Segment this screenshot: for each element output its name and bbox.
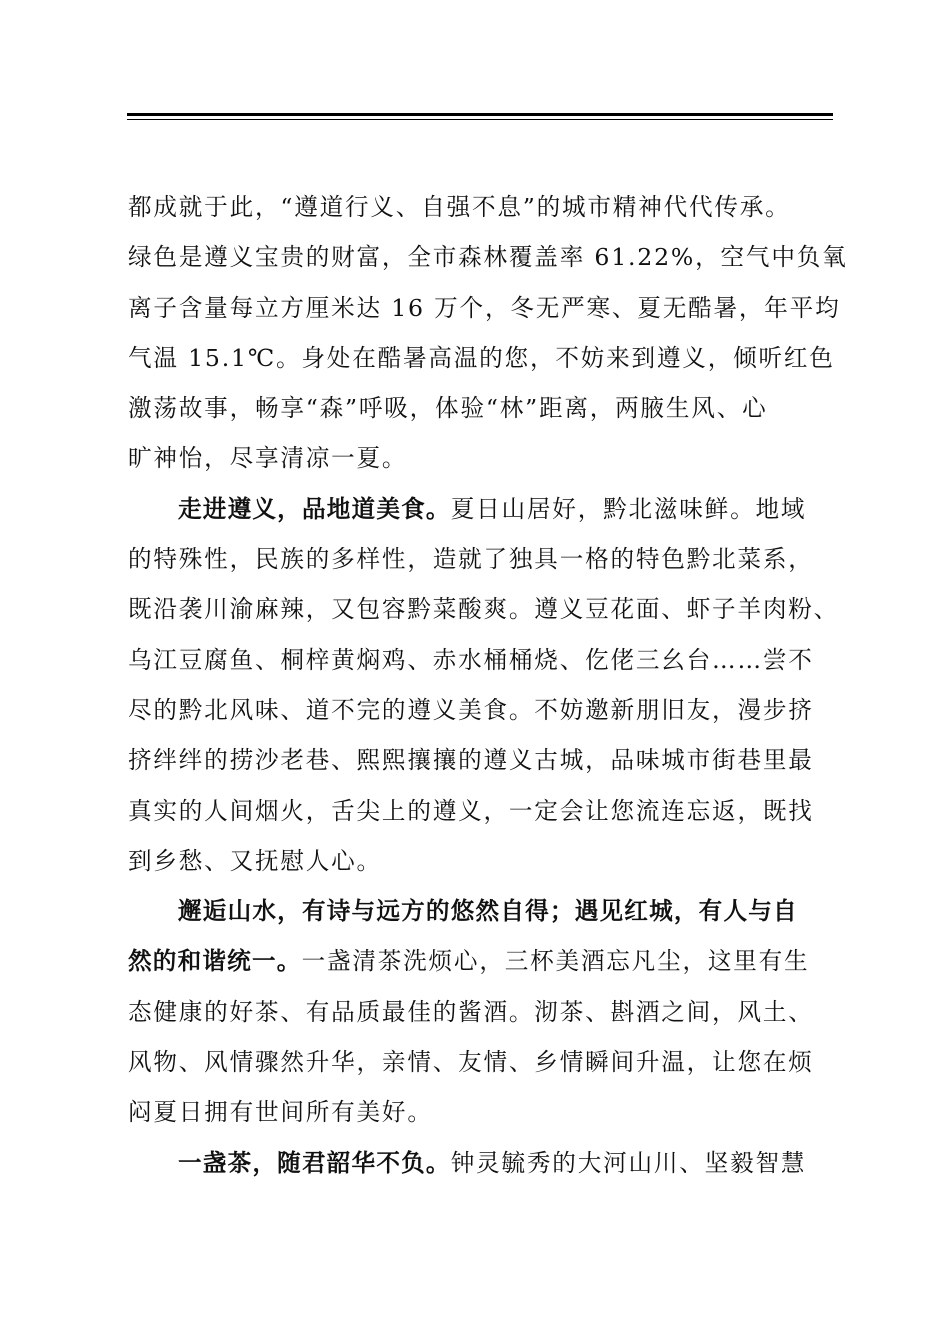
text-line: [128, 484, 834, 534]
text-line: [128, 333, 834, 383]
text-line: [128, 836, 834, 886]
text-run: 旷神怡，尽享清凉一夏。: [128, 444, 408, 473]
text-run: 都成就于此，“遵道行义、自强不息”的城市精神代代传承。: [128, 193, 791, 221]
text-run: 离子含量每立方厘米达 16 万个，冬无严寒、夏无酷暑，年平均: [128, 293, 841, 322]
text-run: 挤绊绊的捞沙老巷、熙熙攘攘的遵义古城，品味城市街巷里最: [128, 746, 814, 775]
text-run: 一盏清茶洗烦心，三杯美酒忘凡尘，这里有生: [301, 947, 810, 976]
text-line: [128, 635, 834, 685]
bold-lead-text: 然的和谐统一。: [128, 947, 302, 976]
text-run: 的特殊性，民族的多样性，造就了独具一格的特色黔北菜系，: [128, 545, 814, 574]
text-line: [128, 584, 840, 634]
text-line: [128, 383, 834, 433]
text-run: 真实的人间烟火，舌尖上的遵义，一定会让您流连忘返，既找: [128, 796, 814, 825]
text-run: 既沿袭川渝麻辣，又包容黔菜酸爽。遵义豆花面、虾子羊肉粉、: [128, 595, 840, 624]
text-line: [128, 1087, 834, 1137]
body-text: [128, 182, 848, 1188]
text-line: [128, 182, 834, 232]
bold-lead-text: 走进遵义，品地道美食。: [178, 494, 451, 523]
header-rule-thin: [127, 119, 833, 120]
text-line: [128, 987, 834, 1037]
text-line: [128, 283, 841, 333]
text-run: 钟灵毓秀的大河山川、坚毅智慧: [450, 1148, 807, 1177]
text-run: 闷夏日拥有世间所有美好。: [128, 1098, 433, 1127]
text-line: [128, 232, 848, 282]
text-line: [128, 936, 834, 986]
text-run: 风物、风情骤然升华，亲情、友情、乡情瞬间升温，让您在烦: [128, 1048, 814, 1077]
text-run: 到乡愁、又抚慰人心。: [128, 846, 382, 875]
text-line: [128, 685, 834, 735]
text-line: [128, 735, 834, 785]
text-line: [128, 786, 834, 836]
bold-lead-text: 邂逅山水，有诗与远方的悠然自得；遇见红城，有人与自: [178, 897, 798, 926]
paragraph: [128, 484, 840, 886]
text-run: 乌江豆腐鱼、桐梓黄焖鸡、赤水桶桶烧、仡佬三幺台……尝不: [128, 645, 814, 674]
text-line: [128, 1037, 834, 1087]
text-run: 态健康的好茶、有品质最佳的酱酒。沏茶、斟酒之间，风土、: [128, 997, 814, 1026]
text-run: 激荡故事，畅享“森”呼吸，体验“林”距离，两腋生风、心: [128, 394, 768, 423]
paragraph: [128, 182, 848, 484]
bold-lead-text: 一盏茶，随君韶华不负。: [178, 1148, 451, 1177]
text-run: 绿色是遵义宝贵的财富，全市森林覆盖率 61.22%，空气中负氧: [128, 243, 848, 272]
text-line: [128, 886, 834, 936]
text-line: [128, 1138, 834, 1188]
header-rule-thick: [127, 113, 833, 116]
paragraph: [128, 886, 834, 1137]
paragraph: [128, 1138, 834, 1188]
text-run: 尽的黔北风味、道不完的遵义美食。不妨邀新朋旧友，漫步挤: [128, 695, 814, 724]
text-run: 气温 15.1℃。身处在酷暑高温的您，不妨来到遵义，倾听红色: [128, 343, 835, 372]
text-line: [128, 534, 834, 584]
text-line: [128, 433, 834, 483]
text-run: 夏日山居好，黔北滋味鲜。地域: [450, 494, 807, 523]
